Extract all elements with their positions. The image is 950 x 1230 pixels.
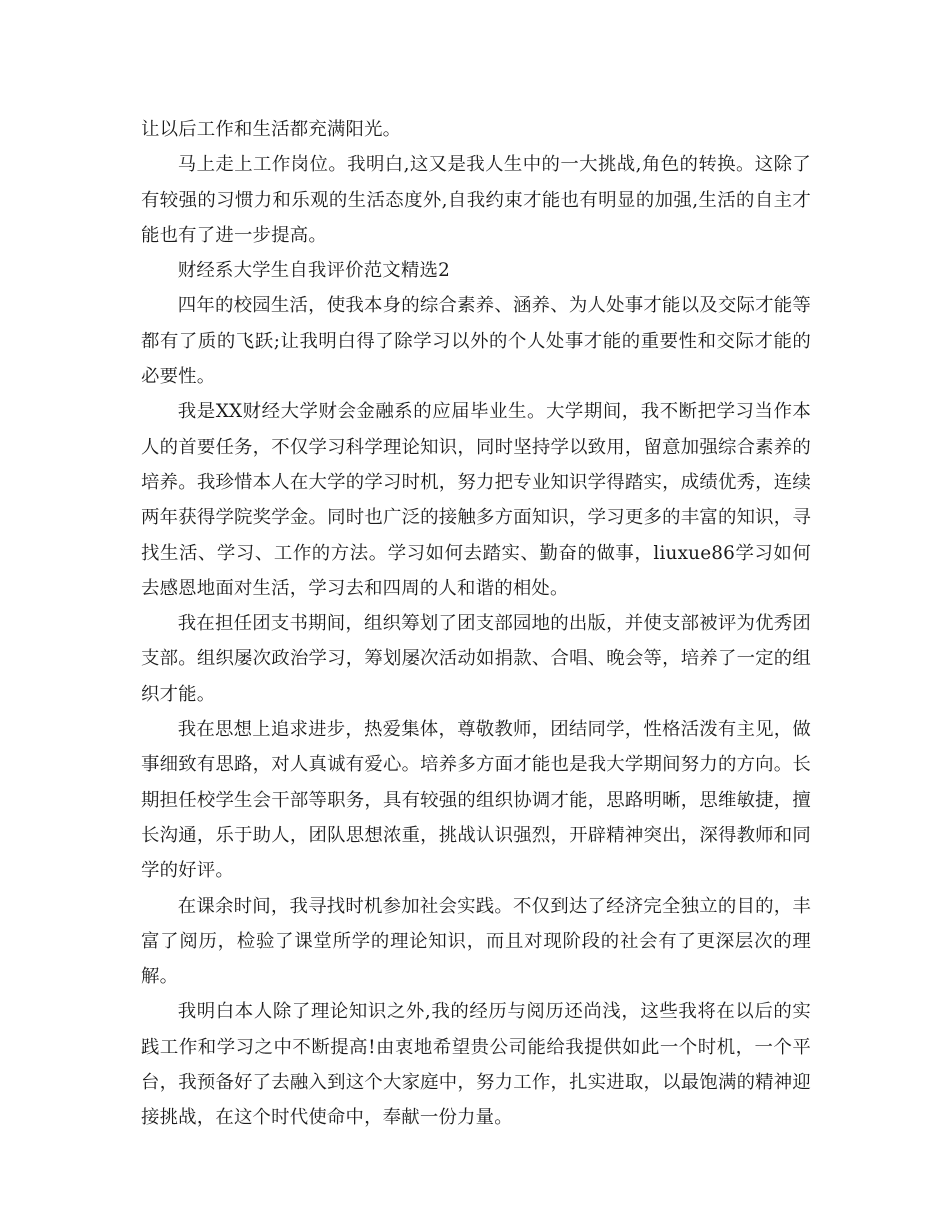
paragraph: 马上走上工作岗位。我明白,这又是我人生中的一大挑战,角色的转换。这除了有较强的习惯力和乐观的生活态度外,自我约束才能也有明显的加强,生活的自主才能也有了进一步提高。 [141, 154, 811, 246]
paragraph: 我是XX财经大学财会金融系的应届毕业生。大学期间，我不断把学习当作本人的首要任务，不仅学习科学理论知识，同时坚持学以致用，留意加强综合素养的培养。我珍惜本人在大学的学习时机，努力把专业知识学得踏实，成绩优秀，连续两年获得学院奖学金。同时也广泛的接触多方面知识，学习更多的丰富的知识，寻找生活、学习、工作的方法。学习如何去踏实、勤奋的做事，liuxue86学习如何去感恩地面对生活，学习去和四周的人和谐的相处。 [141, 401, 811, 599]
paragraph: 我在思想上追求进步，热爱集体，尊敬教师，团结同学，性格活泼有主见，做事细致有思路，对人真诚有爱心。培养多方面才能也是我大学期间努力的方向。长期担任校学生会干部等职务，具有较强的组织协调才能，思路明晰，思维敏捷，擅长沟通，乐于助人，团队思想浓重，挑战认识强烈，开辟精神突出，深得教师和同学的好评。 [141, 719, 811, 882]
paragraph: 我在担任团支书期间，组织筹划了团支部园地的出版，并使支部被评为优秀团支部。组织屡次政治学习，筹划屡次活动如捐款、合唱、晚会等，培养了一定的组织才能。 [141, 613, 811, 705]
document-body [141, 112, 811, 1136]
paragraph: 在课余时间，我寻找时机参加社会实践。不仅到达了经济完全独立的目的，丰富了阅历，检验了课堂所学的理论知识，而且对现阶段的社会有了更深层次的理解。 [141, 895, 811, 988]
paragraph: 四年的校园生活，使我本身的综合素养、涵养、为人处事才能以及交际才能等都有了质的飞跃;让我明白得了除学习以外的个人处事才能的重要性和交际才能的必要性。 [141, 295, 811, 388]
section-heading: 财经系大学生自我评价范文精选2 [177, 260, 450, 282]
paragraph: 让以后工作和生活都充满阳光。 [141, 119, 402, 140]
paragraph: 我明白本人除了理论知识之外,我的经历与阅历还尚浅，这些我将在以后的实践工作和学习之中不断提高!由衷地希望贵公司能给我提供如此一个时机，一个平台，我预备好了去融入到这个大家庭中，努力工作，扎实进取，以最饱满的精神迎接挑战，在这个时代使命中，奉献一份力量。 [141, 1001, 811, 1129]
